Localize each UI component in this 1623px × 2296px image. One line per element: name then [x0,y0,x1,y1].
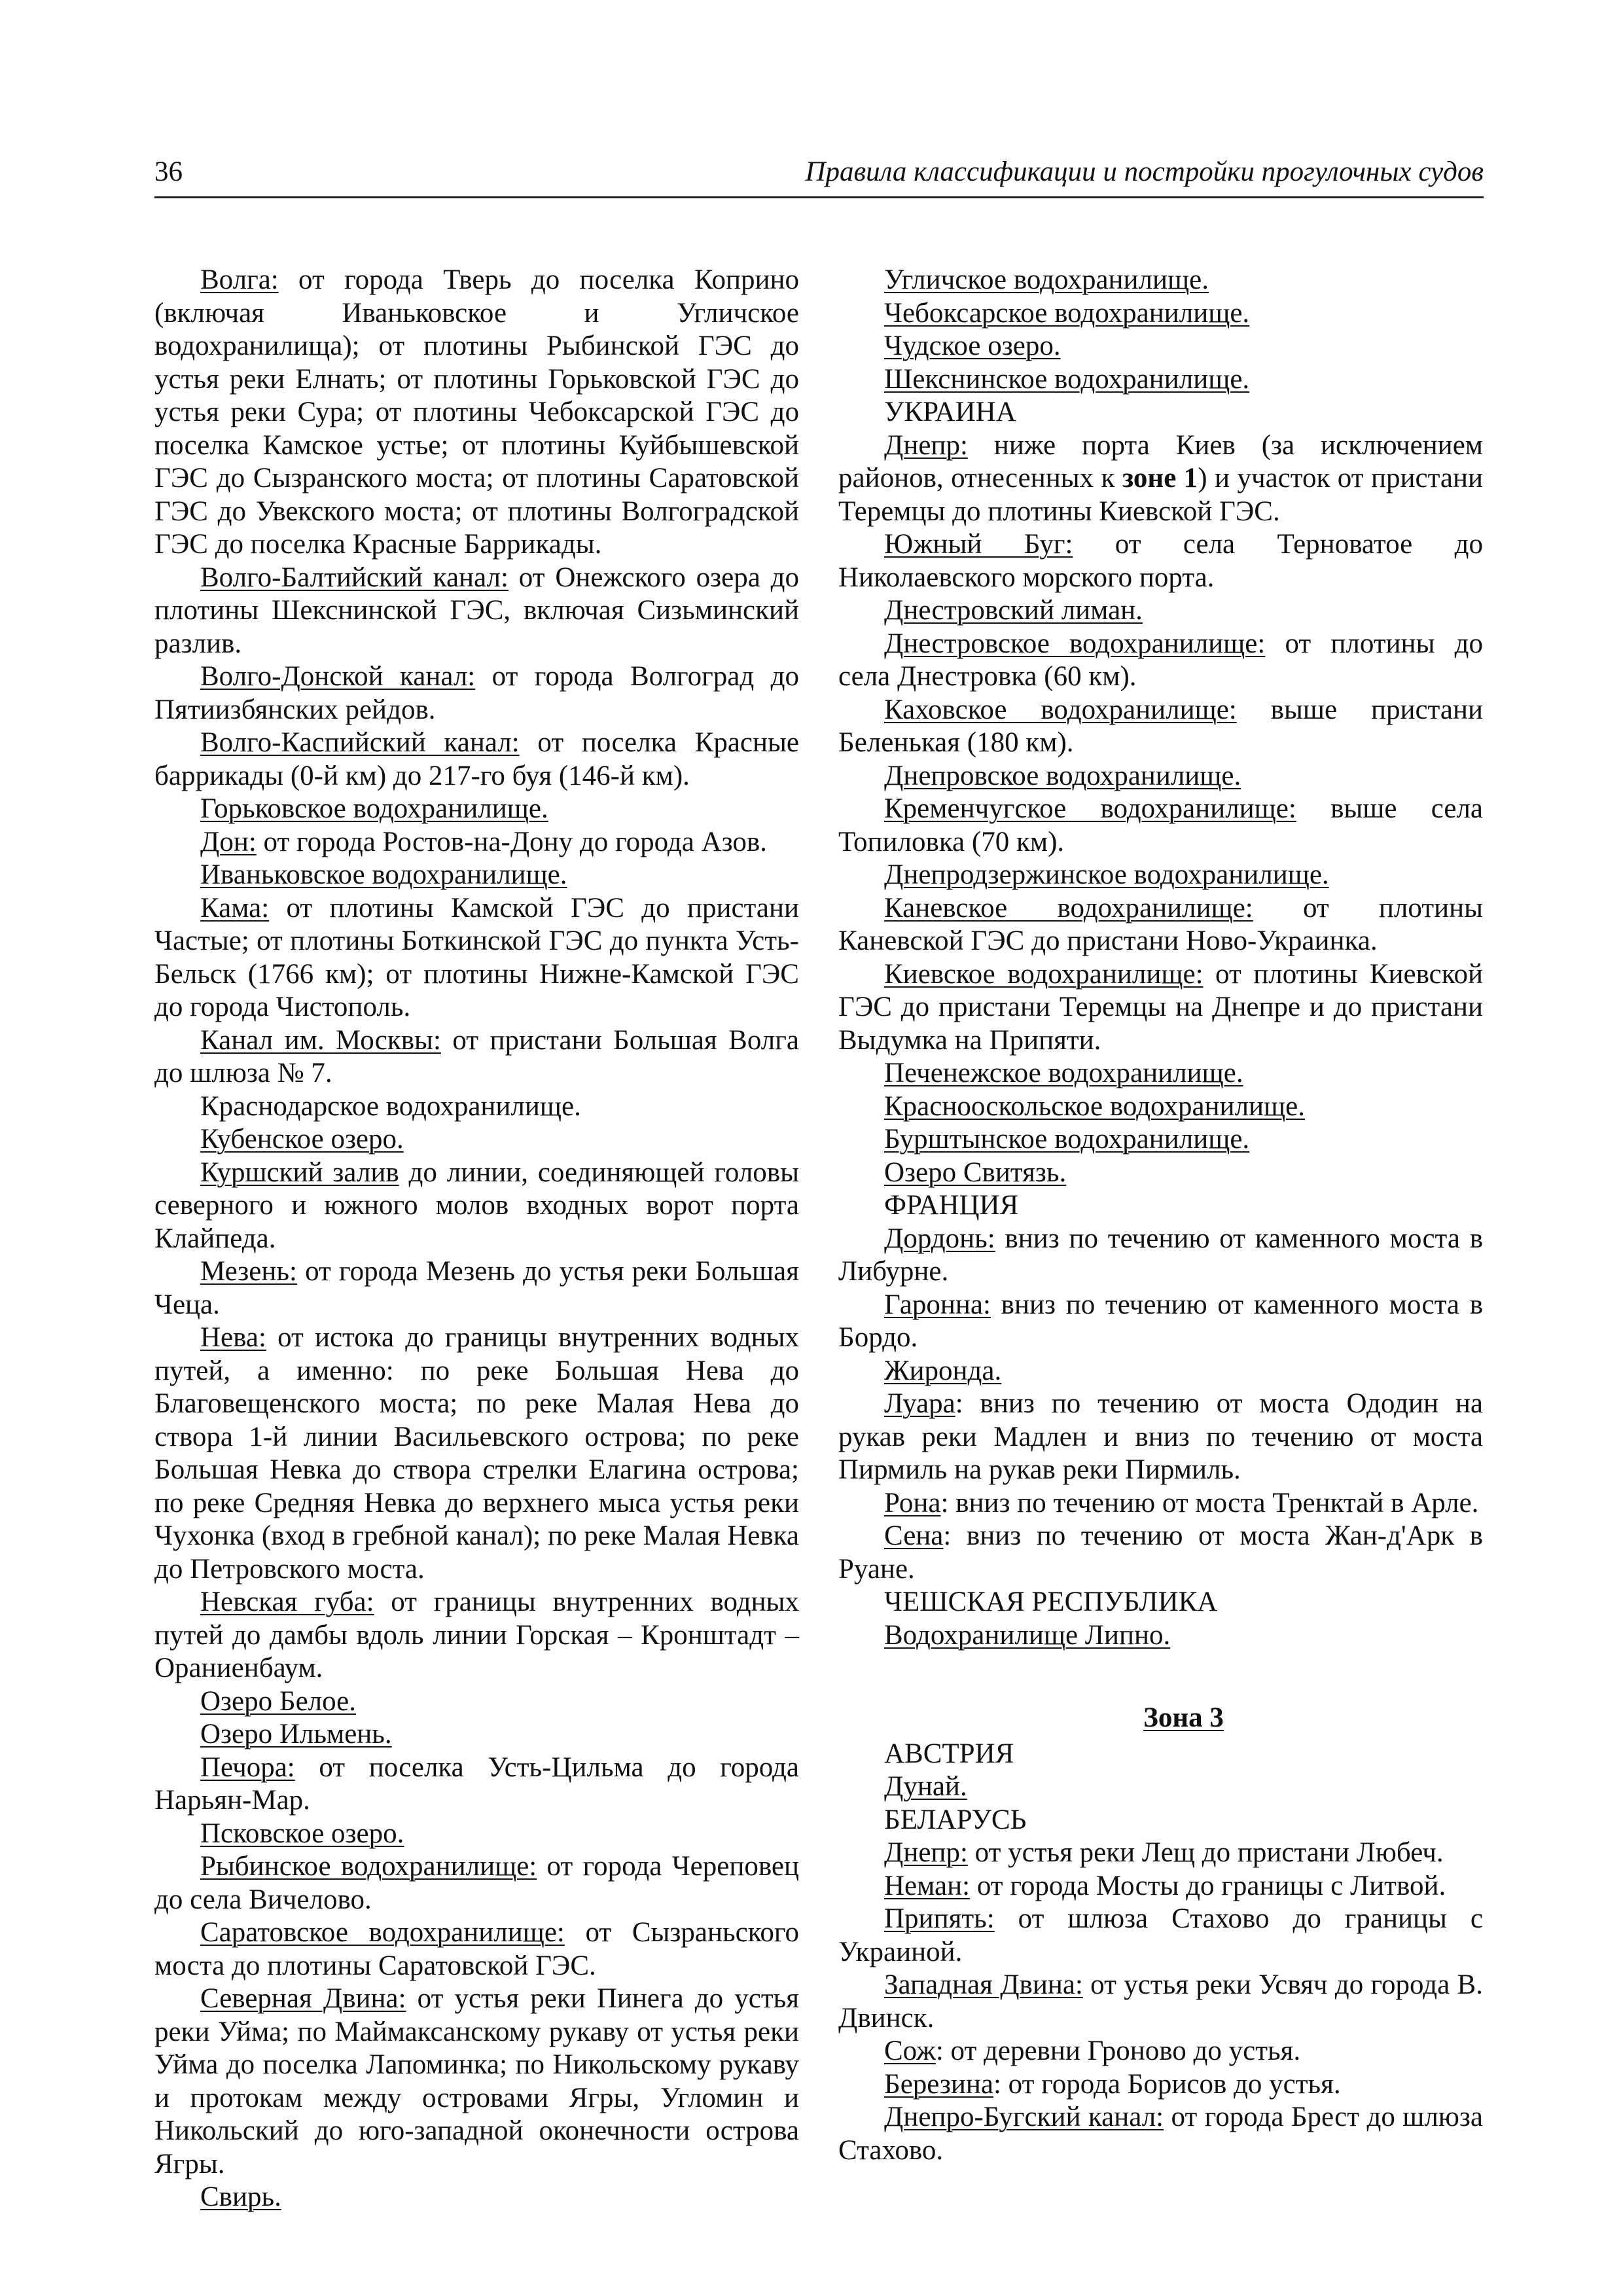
waterway-name: Печенежское водохранилище. [884,1058,1243,1088]
waterway-name: Волга: [200,264,279,295]
waterway-entry [838,528,1483,594]
waterway-entry [838,1969,1483,2035]
waterway-entry [838,793,1483,859]
waterway-name: Свирь. [200,2181,281,2212]
waterway-name: Озеро Свитязь. [884,1157,1067,1188]
zone-reference: зоне 1 [1122,463,1198,493]
waterway-name: Озеро Белое. [200,1685,356,1717]
waterway-name: Южный Буг: [884,529,1073,560]
waterway-description: до линии, соединяющей головы северного и южного молов входных ворот порта Клайпеда. [154,1157,799,1254]
waterway-entry [154,1123,799,1157]
waterway-description: ниже порта Киев (за исключением районов, отнесенных к [838,429,1483,493]
waterway-entry [154,1321,799,1586]
waterway-description: от устья реки Пинега до устья реки Уйма; по Маймаксанскому рукаву от устья реки Уйма до поселка Лапоминка; по Никольскому рукаву и протокам между островами Ягры, Угломин и Никольский до юго-западной оконечности острова Ягры. [154,1983,799,2179]
waterway-description: от города Мезень до устья реки Большая Чеца. [154,1256,799,1320]
waterway-name: Кубенское озеро. [200,1124,404,1155]
waterway-entry [838,958,1483,1058]
right-column [838,264,1483,2167]
waterway-description: : вниз по течению от моста Тренктай в Арле. [940,1487,1479,1518]
waterway-name: Мезень: [200,1256,297,1287]
waterway-entry [838,1289,1483,1355]
waterway-entry [838,594,1483,628]
waterway-description: от поселка Красные баррикады (0-й км) до 217-го буя (146-й км). [154,727,799,791]
waterway-entry [154,1586,799,1685]
waterway-description: вниз по течению от каменного моста в Либурне. [838,1223,1483,1287]
waterway-entry [154,1255,799,1321]
waterway-entry [838,760,1483,793]
waterway-description: от плотины Киевской ГЭС до пристани Теремцы на Днепре и до пристани Выдумка на Припяти. [838,958,1483,1056]
waterway-description: Краснодарское водохранилище. [200,1090,581,1122]
waterway-description: от города Волгоград до Пятиизбянских рейдов. [154,661,800,725]
waterway-name: Псковское озеро. [200,1818,404,1849]
waterway-description: от города Брест до шлюза Стахово. [838,2102,1483,2166]
waterway-entry [838,1870,1483,1903]
waterway-description: от Онежского озера до плотины Шекснинской ГЭС, включая Сизьминский разлив. [154,562,800,659]
waterway-entry [838,1057,1483,1090]
waterway-name: Березина [884,2068,993,2100]
country-heading-austria: АВСТРИЯ [884,1738,1014,1769]
waterway-description: вниз по течению от каменного моста в Бордо. [838,1289,1483,1353]
waterway-entry [154,1916,799,1982]
waterway-name: Луара [884,1388,955,1419]
waterway-name: Неман: [884,1870,971,1901]
waterway-description: от границы внутренних водных путей до дамбы вдоль линии Горская – Кронштадт – Ораниенбаум. [154,1587,800,1683]
waterway-name: Чудское озеро. [884,331,1061,361]
waterway-name: Волго-Каспийский канал: [200,727,520,758]
waterway-name: Сена [884,1520,944,1551]
waterway-entry [838,429,1483,529]
waterway-entry [154,1751,799,1818]
zone-3-heading: Зона 3 [1143,1702,1224,1733]
waterway-entry [838,892,1483,958]
waterway-entry [154,1718,799,1751]
waterway-entry [838,330,1483,363]
waterway-description: от плотины до села Днестровка (60 км). [838,628,1483,692]
waterway-description: от устья реки Лещ до пристани Любеч. [967,1837,1444,1868]
waterway-name: Волго-Балтийский канал: [200,562,508,593]
waterway-entry [838,2068,1483,2102]
waterway-entry [838,1123,1483,1157]
waterway-name: Гаронна: [884,1289,991,1320]
waterway-name: Волго-Донской канал: [200,661,476,692]
waterway-name: Водохранилище Липно. [884,1619,1171,1651]
waterway-description: от истока до границы внутренних водных путей, а именно: по реке Большая Нева до Благовещенского моста; по реке Малая Нева до створа 1-й линии Васильевского острова; по реке Большая Невка до створа стрелки Елагина острова; по реке Средняя Невка до верхнего мыса устья реки Чухонка (вход в гребной канал); по реке Малая Невка до Петровского моста. [154,1322,800,1585]
waterway-entry [154,1090,799,1124]
waterway-entry [154,826,799,859]
waterway-entry [838,1837,1483,1870]
waterway-entry [838,1355,1483,1388]
waterway-entry [838,1903,1483,1969]
waterway-name: Западная Двина: [884,1969,1083,2000]
waterway-entry [154,562,799,661]
waterway-description: от города Тверь до поселка Коприно (включая Иваньковское и Угличское водохранилища); от плотины Рыбинской ГЭС до устья реки Елнать; от плотины Горьковской ГЭС до устья реки Сура; от плотины Чебоксарской ГЭС до поселка Камское устье; от плотины Куйбышевской ГЭС до Сызранского моста; от плотины Саратовской ГЭС до Увекского моста; от плотины Волгоградской ГЭС до поселка Красные Баррикады. [154,264,799,560]
waterway-entry [838,628,1483,694]
waterway-name: Днестровский лиман. [884,595,1143,626]
waterway-name: Жиронда. [884,1355,1002,1386]
waterway-name: Киевское водохранилище: [884,958,1204,990]
page-number: 36 [154,156,183,187]
waterway-description: : вниз по течению от моста Ододин на рукав реки Мадлен и вниз по течению от моста Пирмиль на рукав реки Пирмиль. [838,1388,1483,1485]
waterway-entry [838,859,1483,892]
waterway-name: Невская губа: [200,1587,374,1617]
waterway-name: Краснооскольское водохранилище. [884,1090,1305,1122]
waterway-entry [154,1157,799,1256]
running-title: Правила классификации и постройки прогулочных судов [805,156,1484,187]
waterway-entry [838,1619,1483,1653]
waterway-name: Саратовское водохранилище: [200,1917,565,1948]
waterway-description: ) и участок от пристани Теремцы до плотины Киевской ГЭС. [838,463,1484,527]
waterway-entry [154,892,799,1024]
waterway-name: Угличское водохранилище. [884,264,1209,295]
waterway-entry [154,859,799,892]
waterway-description: выше села Топиловка (70 км). [838,793,1483,857]
waterway-name: Днепровское водохранилище. [884,760,1241,791]
waterway-entry [838,1520,1483,1586]
waterway-description: от пристани Большая Волга до шлюза № 7. [154,1024,799,1088]
waterway-description: от плотины Камской ГЭС до пристани Частые; от плотины Боткинской ГЭС до пункта Усть-Бельск (1766 км); от плотины Нижне-Камской ГЭС до города Чистополь. [154,892,799,1022]
waterway-name: Днепро-Бугский канал: [884,2102,1164,2132]
country-heading-france: ФРАНЦИЯ [884,1190,1019,1221]
waterway-description: от Сызраньского моста до плотины Саратовской ГЭС. [154,1917,799,1981]
waterway-name: Шекснинское водохранилище. [884,363,1250,395]
waterway-name: Каневское водохранилище: [884,892,1253,924]
country-heading-ukraine: УКРАИНА [884,397,1016,427]
left-column [154,264,799,2214]
waterway-name: Каховское водохранилище: [884,694,1237,725]
waterway-name: Нева: [200,1322,266,1353]
waterway-entry [154,1850,799,1916]
waterway-description: : от города Борисов до устья. [993,2068,1341,2100]
waterway-description: : вниз по течению от моста Жан-д'Арк в Руане. [838,1520,1483,1585]
waterway-name: Чебоксарское водохранилище. [884,297,1250,329]
waterway-name: Бурштынское водохранилище. [884,1124,1250,1155]
waterway-description: от села Терноватое до Николаевского морского порта. [838,529,1483,593]
waterway-name: Сож [884,2036,936,2066]
waterway-entry [838,1487,1483,1520]
waterway-name: Канал им. Москвы: [200,1024,441,1056]
country-heading-czech: ЧЕШСКАЯ РЕСПУБЛИКА [884,1587,1218,1617]
waterway-entry [838,1388,1483,1487]
waterway-description: от плотины Каневской ГЭС до пристани Ново-Украинка. [838,892,1483,956]
page-header [154,156,1484,198]
waterway-name: Рона [884,1487,941,1518]
waterway-name: Днепр: [884,429,968,461]
waterway-name: Горьковское водохранилище. [200,793,548,824]
waterway-description: от города Ростов-на-Дону до города Азов. [256,826,767,857]
waterway-name: Рыбинское водохранилище: [200,1851,537,1882]
waterway-name: Северная Двина: [200,1983,406,2014]
waterway-entry [154,2181,799,2214]
waterway-name: Озеро Ильмень. [200,1719,392,1749]
waterway-name: Дунай. [884,1771,967,1802]
waterway-name: Дон: [200,826,257,857]
waterway-description: от города Череповец до села Вичелово. [154,1851,799,1915]
waterway-entry [838,363,1483,397]
waterway-entry [838,694,1483,760]
waterway-name: Дордонь: [884,1223,995,1254]
waterway-entry [154,1024,799,1090]
waterway-name: Днепродзержинское водохранилище. [884,859,1329,890]
waterway-entry [154,264,799,562]
waterway-description: выше пристани Беленькая (180 км). [838,694,1483,758]
waterway-entry [838,2101,1483,2167]
waterway-name: Кама: [200,892,270,924]
waterway-entry [154,1982,799,2181]
waterway-entry [838,1770,1483,1804]
waterway-entry [154,793,799,826]
waterway-description: от устья реки Усвяч до города В. Двинск. [838,1969,1483,2034]
waterway-description: от города Мосты до границы с Литвой. [970,1870,1446,1901]
waterway-name: Днепр: [884,1837,968,1868]
waterway-description: : от деревни Гроново до устья. [935,2036,1301,2066]
waterway-name: Припять: [884,1903,995,1934]
waterway-name: Печора: [200,1751,295,1783]
waterway-name: Иваньковское водохранилище. [200,859,567,890]
waterway-entry [154,726,799,793]
waterway-entry [154,1818,799,1851]
waterway-description: от поселка Усть-Цильма до города Нарьян-Мар. [154,1751,799,1816]
waterway-entry [838,297,1483,331]
waterway-name: Куршский залив [200,1157,399,1188]
waterway-name: Днестровское водохранилище: [884,628,1266,659]
waterway-entry [838,264,1483,297]
waterway-description: от шлюза Стахово до границы с Украиной. [838,1903,1483,1967]
country-heading-belarus: БЕЛАРУСЬ [884,1804,1027,1835]
waterway-entry [154,660,799,726]
waterway-name: Кременчугское водохранилище: [884,793,1296,824]
waterway-entry [838,1157,1483,1190]
waterway-entry [838,2035,1483,2068]
waterway-entry [838,1223,1483,1289]
waterway-entry [154,1685,799,1719]
waterway-entry [838,1090,1483,1124]
